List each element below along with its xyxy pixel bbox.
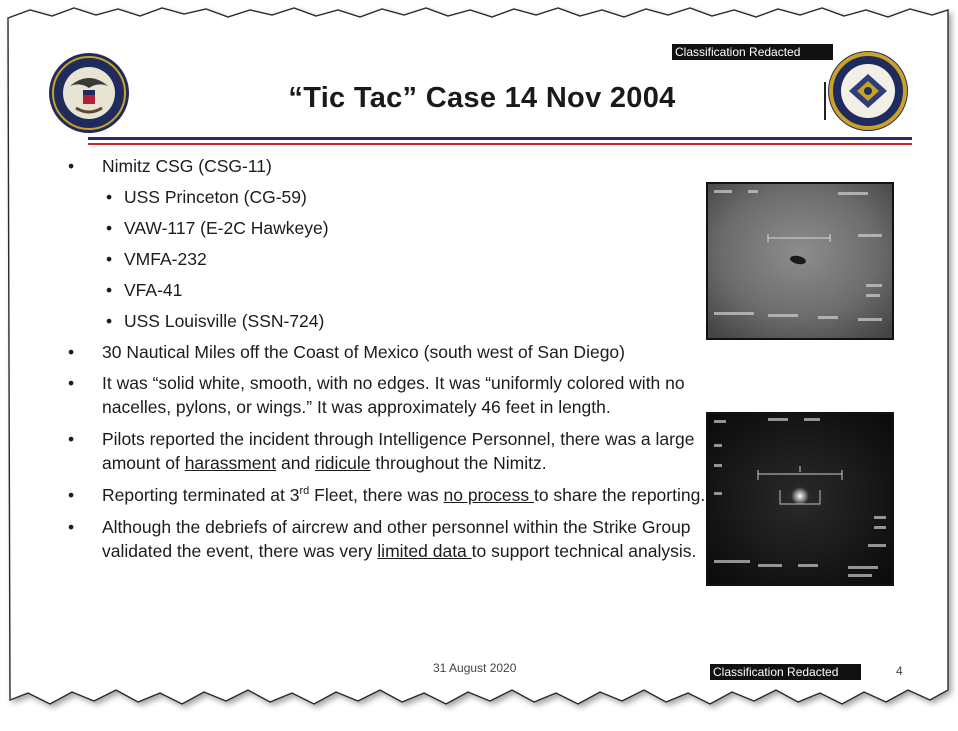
- underlined-ridicule: ridicule: [315, 453, 371, 473]
- text-run: Although the debriefs of aircrew and other personnel within the Strike Group validated the event, there was very: [102, 517, 691, 561]
- page-number: 4: [896, 664, 903, 678]
- superscript-rd: rd: [299, 485, 310, 498]
- slide-title: “Tic Tac” Case 14 Nov 2004: [288, 82, 676, 114]
- text-run: Reporting terminated at 3: [102, 485, 300, 505]
- bullet-item: [68, 483, 708, 507]
- bullet-dot: •: [68, 429, 75, 449]
- bullet-item: [68, 154, 708, 178]
- sub-bullet-dot: •: [106, 249, 113, 269]
- bullet-item: [68, 515, 708, 563]
- sub-bullet-dot: •: [106, 187, 113, 207]
- title-rule-blue: [88, 137, 912, 140]
- slide: [12, 14, 946, 694]
- bullet-text: [102, 517, 696, 561]
- bullet-text: [102, 429, 694, 473]
- sub-bullet-item: [68, 309, 708, 333]
- title-rule-red: [88, 143, 912, 145]
- sub-bullet-text: VAW-117 (E-2C Hawkeye): [124, 218, 329, 238]
- bullet-item: [68, 371, 708, 419]
- bullet-dot: •: [68, 156, 75, 176]
- sub-bullet-dot: •: [106, 280, 113, 300]
- sub-bullet-text: USS Louisville (SSN-724): [124, 311, 325, 331]
- bullet-dot: •: [68, 517, 75, 537]
- bullet-text: [102, 485, 705, 505]
- seal-divider: [824, 82, 826, 120]
- bullet-text: It was “solid white, smooth, with no edges. It was “uniformly colored with no nacelles, pylons, or wings.” It was approximately 46 feet in length.: [102, 373, 685, 417]
- text-run: to share the reporting.: [533, 485, 706, 505]
- sub-bullet-item: [68, 216, 708, 240]
- bullet-dot: •: [68, 342, 75, 362]
- bullet-list: [68, 154, 708, 563]
- flir-image-tic-tac: [706, 182, 894, 340]
- text-run: Pilots reported the incident through Intelligence Personnel, there was a large amount of: [102, 429, 695, 473]
- bullet-dot: •: [68, 373, 75, 393]
- sub-bullet-dot: •: [106, 311, 113, 331]
- classification-badge-top: Classification Redacted: [672, 44, 833, 60]
- bullet-dot: •: [68, 485, 75, 505]
- bullet-text: Nimitz CSG (CSG-11): [102, 156, 272, 176]
- flir-image-targeting: [706, 412, 894, 586]
- sub-bullet-dot: •: [106, 218, 113, 238]
- sub-bullet-item: [68, 185, 708, 209]
- bullet-item: [68, 427, 708, 475]
- text-run: Fleet, there was: [309, 485, 444, 505]
- text-run: to support technical analysis.: [471, 541, 697, 561]
- sub-bullet-item: [68, 247, 708, 271]
- sub-bullet-text: USS Princeton (CG-59): [124, 187, 307, 207]
- text-run: and: [276, 453, 316, 473]
- sub-bullet-text: VFA-41: [124, 280, 183, 300]
- underlined-no-process: no process: [443, 485, 534, 505]
- sub-bullet-item: [68, 278, 708, 302]
- underlined-limited-data: limited data: [377, 541, 472, 561]
- footer-date: 31 August 2020: [433, 661, 517, 675]
- bullet-text: 30 Nautical Miles off the Coast of Mexico (south west of San Diego): [102, 342, 625, 362]
- underlined-harassment: harassment: [184, 453, 277, 473]
- classification-badge-bottom: Classification Redacted: [710, 664, 861, 680]
- navy-command-seal-logo: [827, 50, 909, 132]
- text-run: throughout the Nimitz.: [370, 453, 547, 473]
- navy-eagle-seal-logo: [48, 52, 130, 134]
- sub-bullet-text: VMFA-232: [124, 249, 207, 269]
- bullet-item: [68, 340, 708, 364]
